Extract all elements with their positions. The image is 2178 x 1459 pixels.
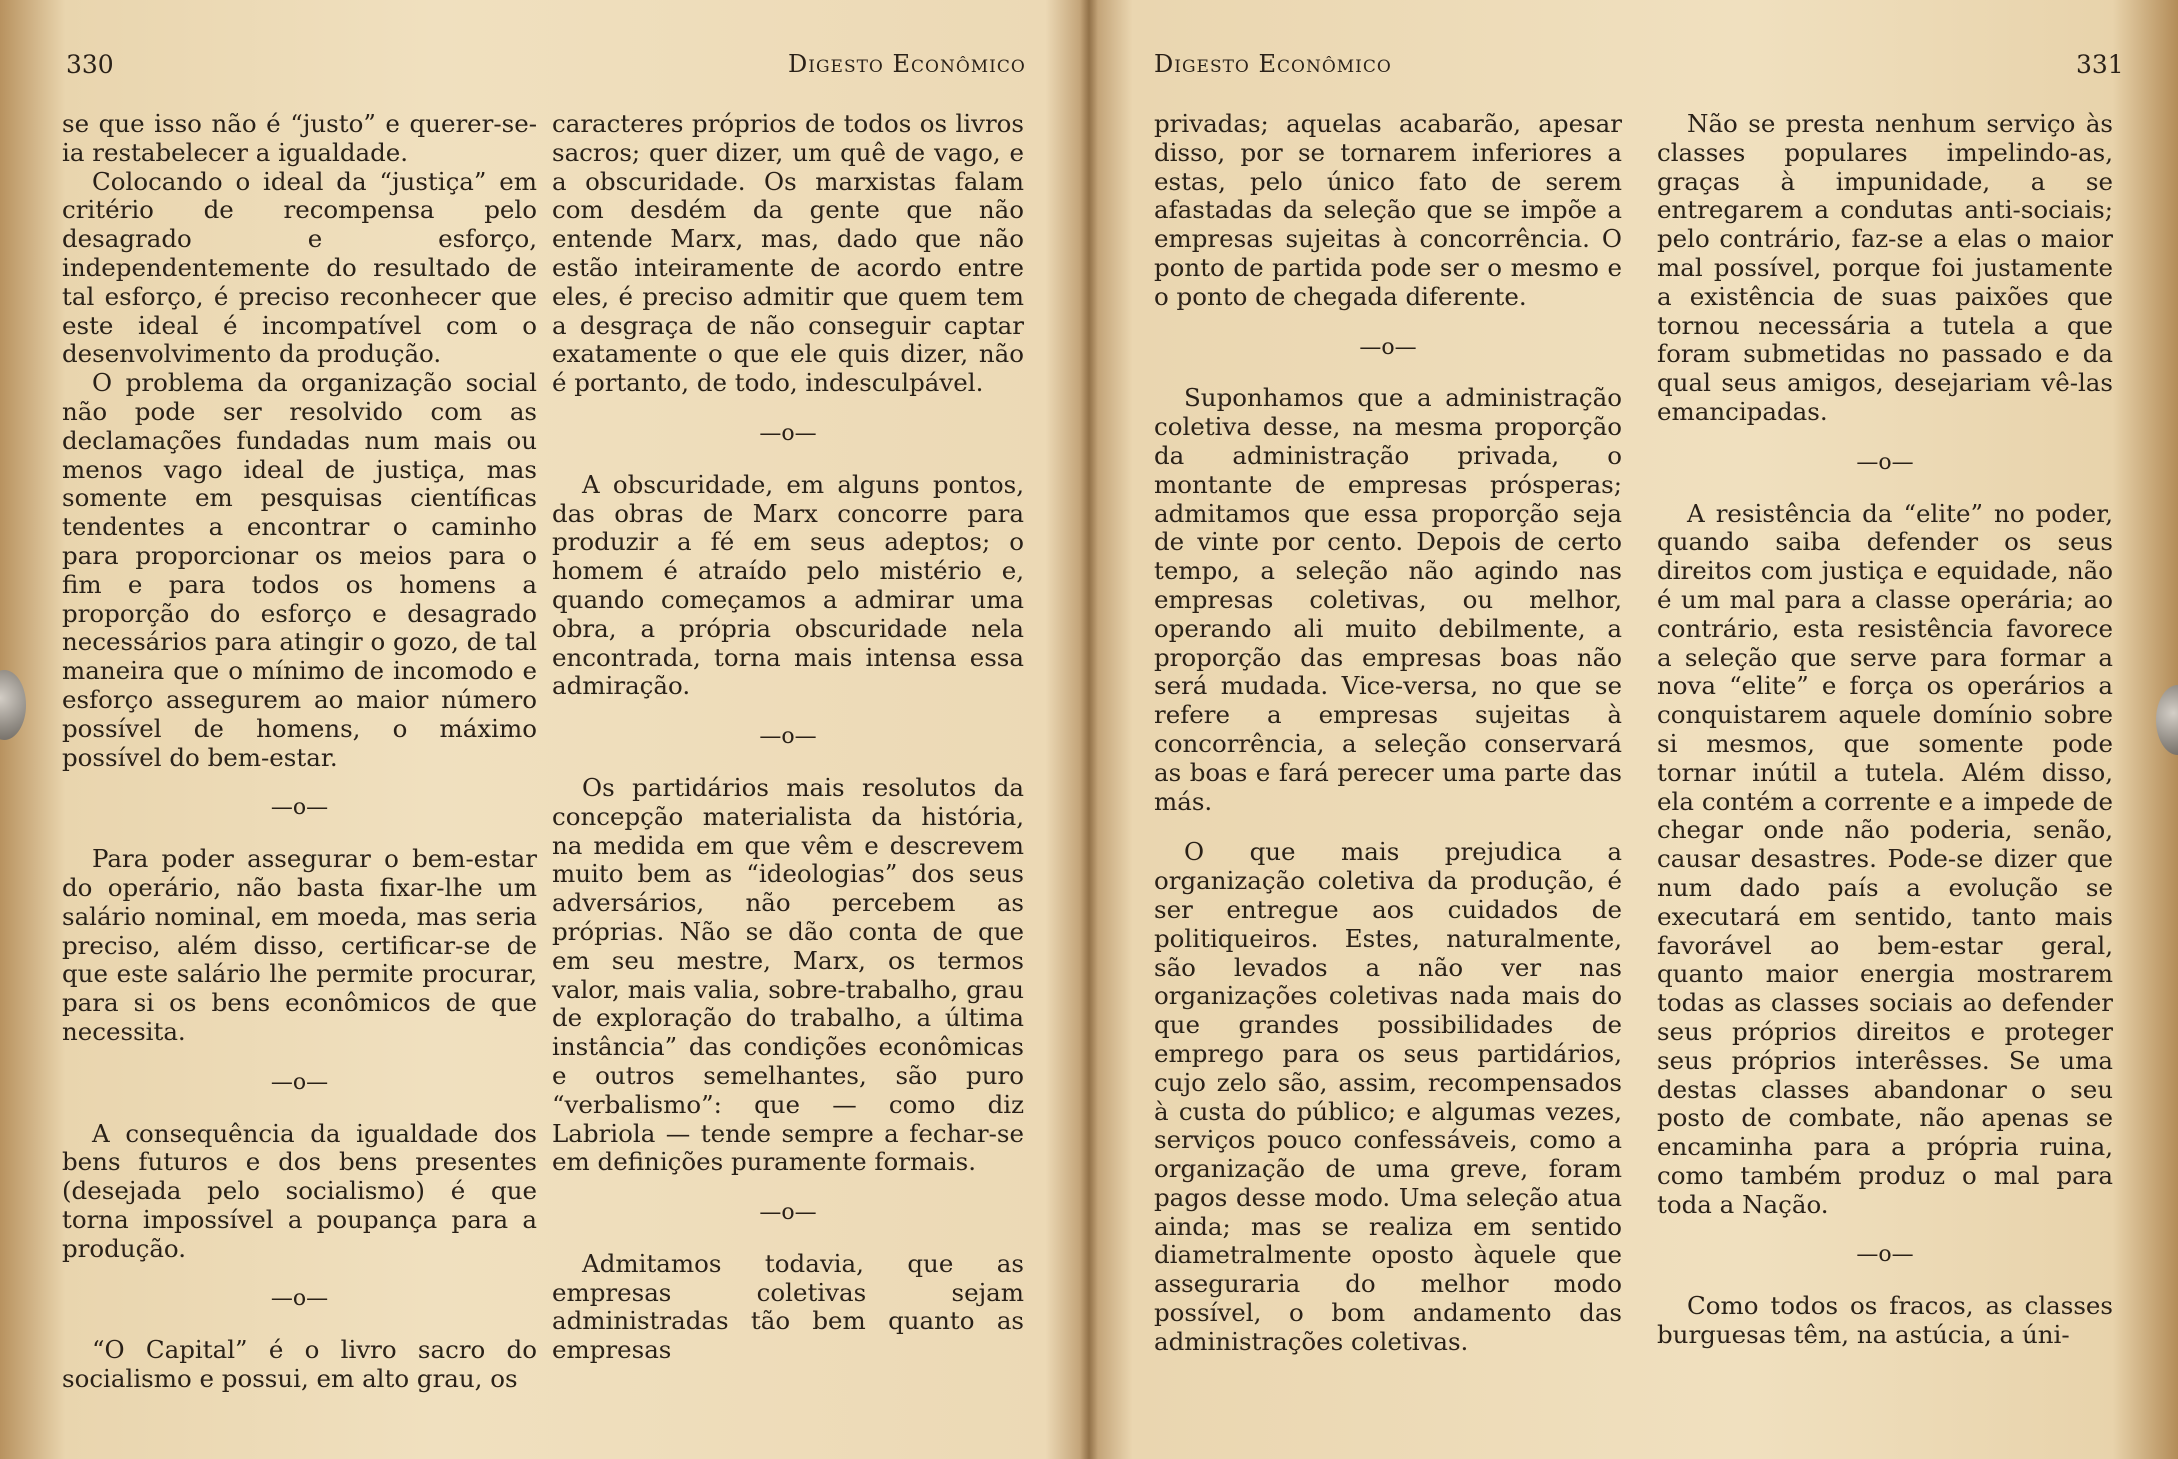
paragraph: “O Capital” é o livro sacro do socialismo e possui, em alto grau, os <box>62 1335 537 1394</box>
paragraph: A consequência da igualdade dos bens futuros e dos bens presentes (desejada pelo socialismo) é que torna impossível a poupança para a produção. <box>62 1118 537 1263</box>
paragraph: A resistência da “elite” no poder, quando saiba defender os seus direitos com justiça e equidade, não é um mal para a classe operária; ao contrário, esta resistência favorece a seleção que serve para formar a nova “elite” e força os operários a conquistarem aquele domínio sobre si mesmos, que somente pode tornar inútil a tutela. Além disso, ela contém a corrente e a impede de chegar onde não poderia, senão, causar desastres. Pode-se dizer que num dado país a evolução se executará em sentido, tanto mais favorável ao bem-estar geral, quanto maior energia mostrarem todas as classes sociais ao defender seus próprios direitos e proteger seus próprios interêsses. Se uma destas classes abandonar o seu posto de combate, não apenas se encaminha para a própria ruina, como também produz o mal para toda a Nação. <box>1657 498 2113 1219</box>
running-header: Digesto Econômico <box>788 50 1026 78</box>
section-separator: —o— <box>270 795 329 821</box>
paragraph: Não se presta nenhum serviço às classes populares impelindo-as, graças à impunidade, a se entregarem a condutas anti-sociais; pelo contrário, faz-se a elas o maior mal possível, porque foi justamente a existência de suas paixões que tornou necessária a tutela a que foram submetidas no passado e da qual seus amigos, desejariam vê-las emancipadas. <box>1657 109 2113 426</box>
section-separator: —o— <box>759 420 817 446</box>
text-column <box>1154 110 1622 1357</box>
text-column <box>552 110 1024 1365</box>
paragraph: O problema da organização social não pode ser resolvido com as declamações fundadas num mais ou menos vago ideal de justiça, mas somente em pesquisas científicas tendentes a encontrar o caminho para proporcionar os meios para o fim e para todos os homens a proporção do esforço e desagrado necessários para atingir o gozo, de tal maneira que o mínimo de incomodo e esforço assegurem ao maior número possível de homens, o máximo possível do bem-estar. <box>62 368 537 772</box>
page-number: 330 <box>66 50 114 79</box>
text-column <box>1657 110 2113 1350</box>
section-separator: —o— <box>759 1200 817 1226</box>
paragraph: A obscuridade, em alguns pontos, das obras de Marx concorre para produzir a fé em seus adeptos; o homem é atraído pelo mistério e, quando começamos a admirar uma obra, a própria obscuridade nela encontrada, torna mais intensa essa admiração. <box>552 469 1024 701</box>
section-separator: —o— <box>1856 449 1914 475</box>
left-page <box>0 0 1086 1459</box>
paragraph: Para poder assegurar o bem-estar do operário, não basta fixar-lhe um salário nominal, em moeda, mas seria preciso, além disso, certificar-se de que este salário lhe permite procurar, para si os bens econômicos de que necessita. <box>62 844 537 1046</box>
section-separator: —o— <box>759 724 817 750</box>
paragraph: privadas; aquelas acabarão, apesar disso, por se tornarem inferiores a estas, pelo único fato de serem afastadas da seleção que se impõe a empresas sujeitas à concorrência. O ponto de partida pode ser o mesmo e o ponto de chegada diferente. <box>1154 109 1622 311</box>
page-number: 331 <box>2076 50 2124 79</box>
section-separator: —o— <box>270 1286 329 1312</box>
running-header: Digesto Econômico <box>1154 50 1392 78</box>
paragraph: Os partidários mais resolutos da concepção materialista da história, na medida em que vêm e descrevem muito bem as “ideologias” dos seus adversários, não percebem as próprias. Não se dão conta de que em seu mestre, Marx, os termos valor, mais valia, sobre-trabalho, grau de exploração do trabalho, a última instância” das condições econômicas e outros semelhantes, são puro “verbalismo”: que — como diz Labriola — tende sempre a fechar-se em definições puramente formais. <box>552 772 1024 1177</box>
paragraph: Como todos os fracos, as classes burguesas têm, na astúcia, a úni- <box>1657 1291 2113 1350</box>
text-column <box>62 110 537 1394</box>
paragraph: se que isso não é “justo” e querer-se-ia restabelecer a igualdade. <box>62 109 537 167</box>
paragraph: Admitamos todavia, que as empresas coletivas sejam administradas tão bem quanto as empresas <box>552 1248 1024 1365</box>
paragraph: Suponhamos que a administração coletiva desse, na mesma proporção da administração privada, o montante de empresas prósperas; admitamos que essa proporção seja de vinte por cento. Depois de certo tempo, a seleção não agindo nas empresas coletivas, ou melhor, operando ali muito debilmente, a proporção das empresas boas não será mudada. Vice-versa, no que se refere a empresas sujeitas à concorrência, a seleção conservará as boas e fará perecer uma parte das más. <box>1154 383 1622 816</box>
section-separator: —o— <box>1856 1242 1914 1268</box>
right-page <box>1092 0 2178 1459</box>
section-separator: —o— <box>270 1069 329 1095</box>
paragraph: Colocando o ideal da “justiça” em critério de recompensa pelo desagrado e esforço, independentemente do resultado de tal esforço, é preciso reconhecer que este ideal é incompatível com o desenvolvimento da produção. <box>62 166 537 369</box>
paragraph: caracteres próprios de todos os livros sacros; quer dizer, um quê de vago, e a obscuridade. Os marxistas falam com desdém da gente que não entende Marx, mas, dado que não estão inteiramente de acordo entre eles, é preciso admitir que quem tem a desgraça de não conseguir captar exatamente o que ele quis dizer, não é portanto, de todo, indesculpável. <box>552 109 1024 398</box>
section-separator: —o— <box>1359 334 1417 360</box>
paragraph: O que mais prejudica a organização coletiva da produção, é ser entregue aos cuidados de politiqueiros. Estes, naturalmente, são levados a não ver nas organizações coletivas nada mais do que grandes possibilidades de emprego para os seus partidários, cujo zelo são, assim, recompensados à custa do público; e algumas vezes, serviços pouco confessáveis, como a organização de uma greve, foram pagos desse modo. Uma seleção atua ainda; mas se realiza em sentido diametralmente oposto àquele que asseguraria do melhor modo possível, o bom andamento das administrações coletivas. <box>1154 837 1622 1356</box>
